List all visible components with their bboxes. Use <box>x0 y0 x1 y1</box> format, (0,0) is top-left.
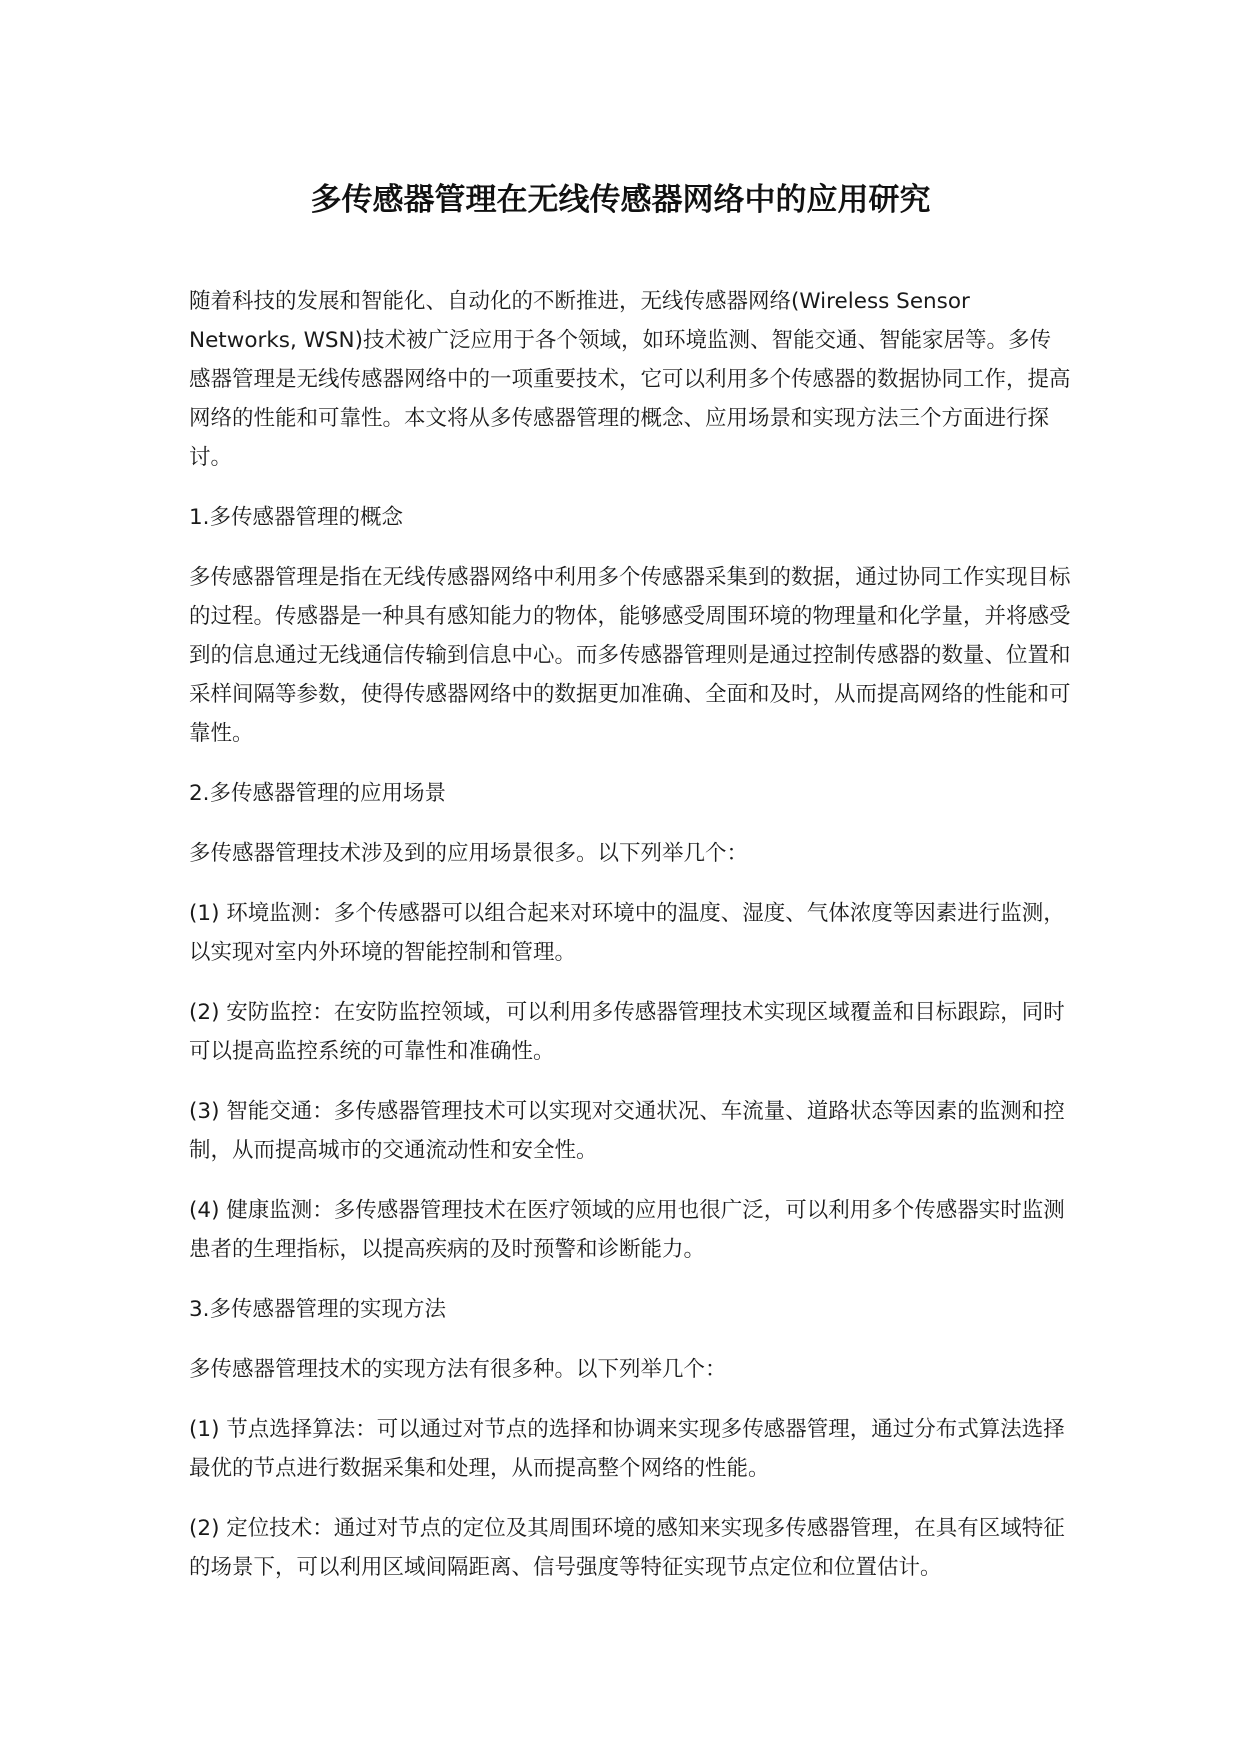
list-item-environment: (1) 环境监测：多个传感器可以组合起来对环境中的温度、湿度、气体浓度等因素进行监测，以实现对室内外环境的智能控制和管理。 <box>189 901 1065 965</box>
section-heading-concept: 1.多传感器管理的概念 <box>189 505 404 530</box>
list-item-positioning: (2) 定位技术：通过对节点的定位及其周围环境的感知来实现多传感器管理，在具有区域特征的场景下，可以利用区域间隔距离、信号强度等特征实现节点定位和位置估计。 <box>189 1516 1065 1580</box>
scenarios-intro-paragraph: 多传感器管理技术涉及到的应用场景很多。以下列举几个： <box>189 841 749 866</box>
document-title: 多传感器管理在无线传感器网络中的应用研究 <box>310 182 931 218</box>
section-heading-methods: 3.多传感器管理的实现方法 <box>189 1297 447 1322</box>
methods-intro-paragraph: 多传感器管理技术的实现方法有很多种。以下列举几个： <box>189 1357 727 1382</box>
list-item-security: (2) 安防监控：在安防监控领域，可以利用多传感器管理技术实现区域覆盖和目标跟踪，同时可以提高监控系统的可靠性和准确性。 <box>189 1000 1065 1064</box>
list-item-health: (4) 健康监测：多传感器管理技术在医疗领域的应用也很广泛，可以利用多个传感器实时监测患者的生理指标，以提高疾病的及时预警和诊断能力。 <box>189 1198 1065 1262</box>
list-item-traffic: (3) 智能交通：多传感器管理技术可以实现对交通状况、车流量、道路状态等因素的监测和控制，从而提高城市的交通流动性和安全性。 <box>189 1099 1065 1163</box>
intro-paragraph: 随着科技的发展和智能化、自动化的不断推进，无线传感器网络(Wireless Sensor Networks, WSN)技术被广泛应用于各个领域，如环境监测、智能交通、智能家居等。多传感器管理是无线传感器网络中的一项重要技术，它可以利用多个传感器的数据协同工作，提高网络的性能和可靠性。本文将从多传感器管理的概念、应用场景和实现方法三个方面进行探讨。 <box>189 289 1071 470</box>
list-item-node-selection: (1) 节点选择算法：可以通过对节点的选择和协调来实现多传感器管理，通过分布式算法选择最优的节点进行数据采集和处理，从而提高整个网络的性能。 <box>189 1417 1065 1481</box>
document-body <box>189 282 1071 1608</box>
section-heading-scenarios: 2.多传感器管理的应用场景 <box>189 781 447 806</box>
concept-paragraph: 多传感器管理是指在无线传感器网络中利用多个传感器采集到的数据，通过协同工作实现目标的过程。传感器是一种具有感知能力的物体，能够感受周围环境的物理量和化学量，并将感受到的信息通过无线通信传输到信息中心。而多传感器管理则是通过控制传感器的数量、位置和采样间隔等参数，使得传感器网络中的数据更加准确、全面和及时，从而提高网络的性能和可靠性。 <box>189 565 1071 746</box>
